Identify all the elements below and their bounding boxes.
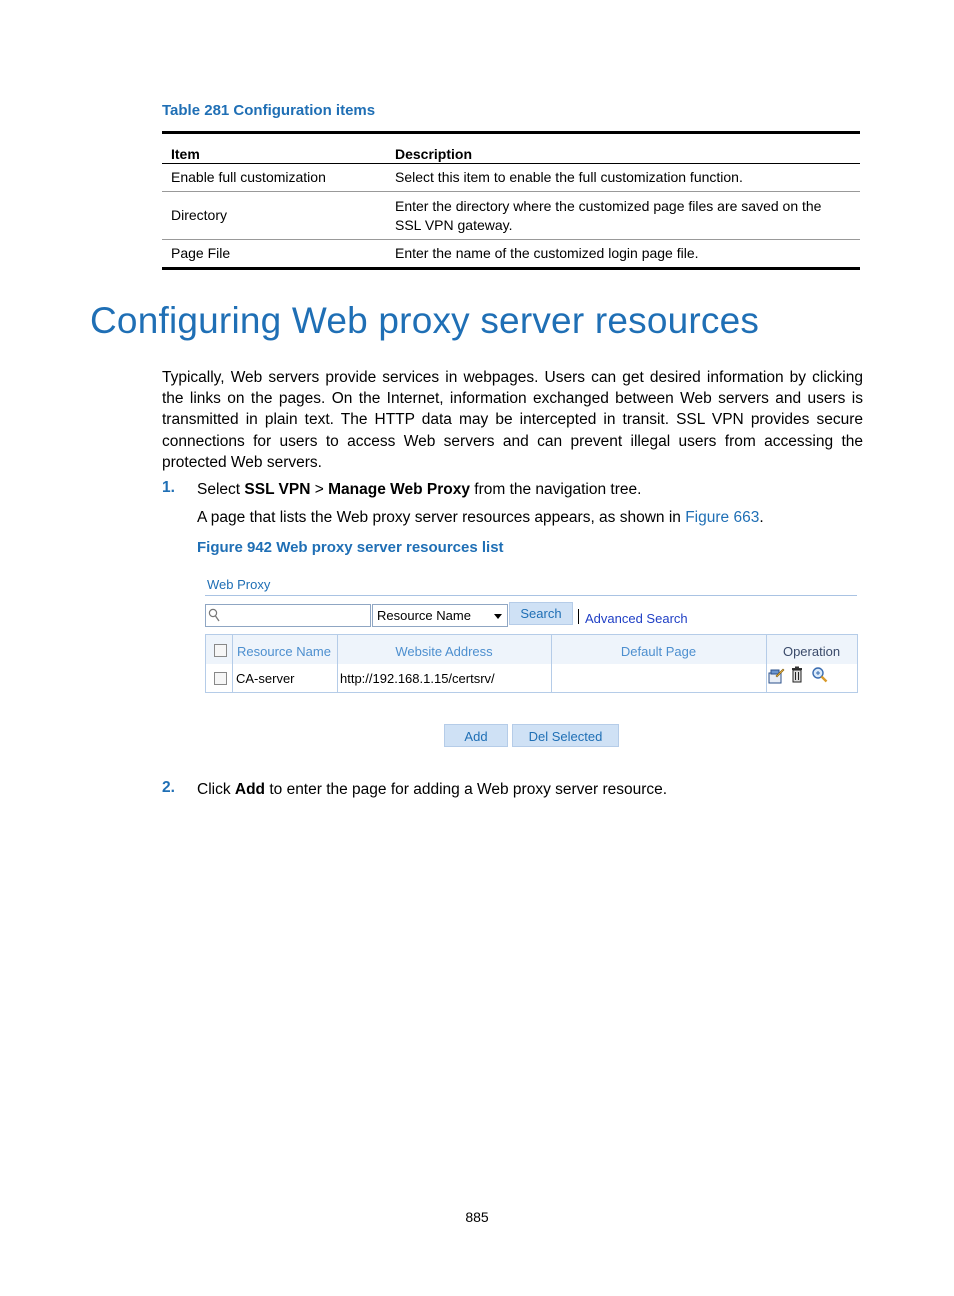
table-cell: Enter the directory where the customized page files are saved on the SSL VPN gateway.	[386, 192, 860, 240]
page-number: 885	[465, 1209, 489, 1225]
col-divider	[337, 664, 338, 692]
step-1-text	[197, 479, 641, 500]
select-value: Resource Name	[377, 608, 471, 623]
row-resource-name: CA-server	[236, 671, 295, 686]
config-items-table	[162, 131, 860, 270]
table-cell: Page File	[162, 240, 386, 269]
table-header-row	[162, 133, 860, 164]
col-operation: Operation	[782, 644, 841, 659]
title-divider	[205, 595, 857, 596]
row-checkbox[interactable]	[214, 672, 227, 685]
section-title: Configuring Web proxy server resources	[90, 300, 760, 341]
step-1-ssl-vpn: SSL VPN	[244, 481, 311, 498]
del-selected-button[interactable]: Del Selected	[512, 724, 619, 747]
table-cell: Enter the name of the customized login page file.	[386, 240, 860, 269]
step-2-number: 2.	[162, 779, 175, 796]
table-cell: Enable full customization	[162, 164, 386, 192]
step-1-mid: >	[310, 481, 329, 498]
step-2-post: to enter the page for adding a Web proxy server resource.	[265, 781, 668, 798]
figure-link[interactable]: Figure 663	[685, 509, 760, 526]
table-caption: Table 281 Configuration items	[162, 102, 376, 119]
table-row	[206, 664, 857, 692]
col-default-page[interactable]: Default Page	[620, 644, 697, 659]
col-divider	[551, 664, 552, 692]
step-1-post: from the navigation tree.	[469, 481, 642, 498]
row-website-address: http://192.168.1.15/certsrv/	[340, 671, 495, 686]
edit-icon[interactable]	[767, 667, 785, 685]
figure-caption: Figure 942 Web proxy server resources list	[197, 539, 504, 556]
intro-paragraph: Typically, Web servers provide services in webpages. Users can get desired information by clicking the links on the pages. On the Internet, information exchanged between Web servers and users is transmitted in plain text. The HTTP data may be intercepted in transit. SSL VPN provides secure connections for users to access Web servers and can prevent illegal users from accessing the protected Web servers.	[162, 369, 863, 471]
col-website-address[interactable]: Website Address	[395, 644, 493, 659]
web-proxy-title: Web Proxy	[207, 577, 271, 592]
magnifier-icon	[208, 608, 220, 622]
chevron-down-icon	[494, 614, 502, 619]
header-item: Item	[162, 133, 386, 164]
advanced-search-link[interactable]: Advanced Search	[585, 611, 688, 626]
step-2-add: Add	[234, 781, 266, 798]
web-proxy-screenshot	[205, 572, 857, 752]
step-2-pre: Click	[197, 781, 235, 798]
table-row	[162, 240, 860, 269]
col-divider	[232, 664, 233, 692]
step-1-note	[197, 507, 764, 528]
step-1-note-pre: A page that lists the Web proxy server resources appears, as shown in	[197, 509, 686, 526]
step-1-pre: Select	[197, 481, 245, 498]
table-row	[162, 192, 860, 240]
separator	[578, 609, 579, 624]
add-button[interactable]: Add	[444, 724, 508, 747]
delete-icon[interactable]	[790, 666, 806, 684]
search-button[interactable]: Search	[509, 602, 573, 625]
select-all-checkbox[interactable]	[214, 644, 227, 657]
step-1-number: 1.	[162, 479, 175, 496]
col-resource-name[interactable]: Resource Name	[237, 644, 331, 659]
view-icon[interactable]	[811, 666, 829, 684]
table-cell: Select this item to enable the full customization function.	[386, 164, 860, 192]
table-row	[162, 164, 860, 192]
search-input[interactable]	[205, 604, 371, 627]
step-1-manage-web-proxy: Manage Web Proxy	[328, 481, 470, 498]
step-1-note-post: .	[759, 509, 764, 526]
step-2-text	[197, 779, 667, 800]
resource-grid	[205, 634, 858, 693]
search-field-select[interactable]	[372, 604, 508, 627]
table-cell: Directory	[162, 192, 386, 240]
header-description: Description	[386, 133, 860, 164]
